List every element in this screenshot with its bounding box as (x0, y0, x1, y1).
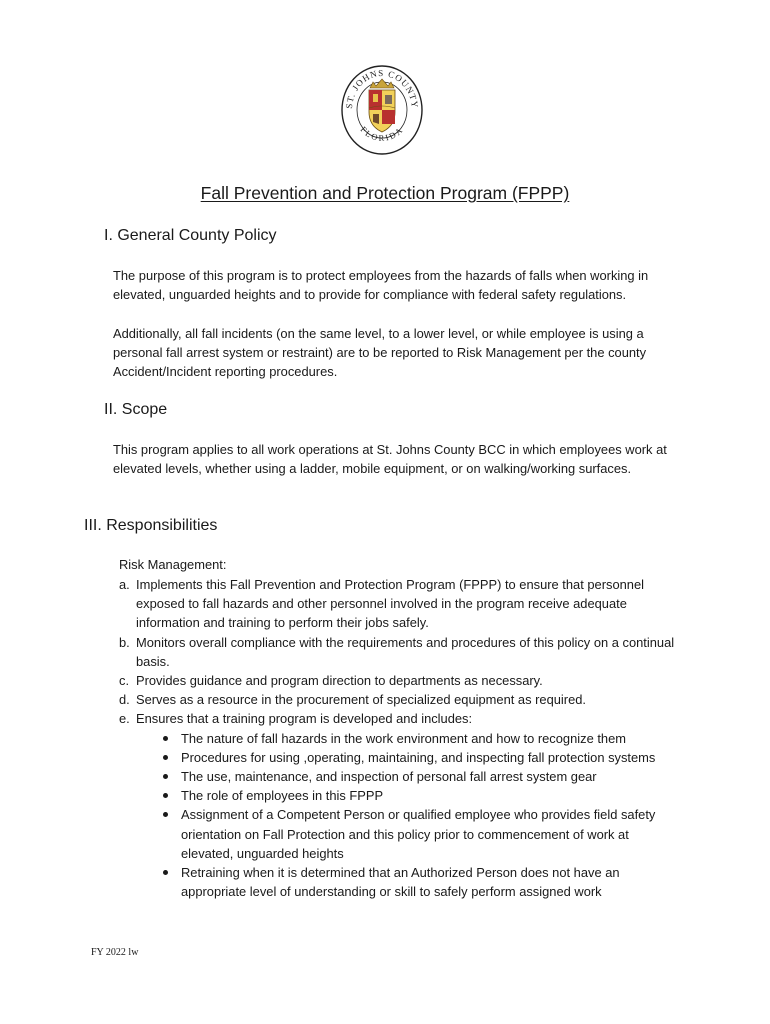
document-title: Fall Prevention and Protection Program (FPPP) (200, 183, 570, 203)
svg-text:ST. JOHNS COUNTY: ST. JOHNS COUNTY (343, 67, 421, 110)
bullet-item: Retraining when it is determined that an Authorized Person does not have an appropriate level of understanding or skill to safely perform assigned work (153, 863, 679, 901)
list-item-text: Monitors overall compliance with the requirements and procedures of this policy on a continual basis. (136, 634, 675, 669)
list-item-text: Serves as a resource in the procurement of specialized equipment as required. (136, 692, 586, 708)
bullet-item: Procedures for using ,operating, maintaining, and inspecting fall protection systems (153, 748, 679, 767)
list-item (119, 690, 679, 709)
bullet-item: The role of employees in this FPPP (153, 786, 679, 805)
svg-text:FLORIDA: FLORIDA (358, 124, 406, 143)
bullet-item: The use, maintenance, and inspection of personal fall arrest system gear (153, 767, 679, 786)
list-marker: b. (119, 634, 130, 650)
scope-paragraph: This program applies to all work operations at St. Johns County BCC in which employees work at elevated levels, whether using a ladder, mobile equipment, or on walking/working surfaces. (113, 442, 667, 477)
list-marker: d. (119, 692, 130, 708)
general-policy-paragraph-2: Additionally, all fall incidents (on the same level, to a lower level, or while employee is using a personal fall arrest system or restraint) are to be reported to Risk Management per the county Accident/Incident reporting procedures. (113, 326, 647, 380)
list-item (119, 633, 679, 671)
footer-note: FY 2022 lw (91, 947, 139, 958)
risk-management-subheading: Risk Management: (119, 557, 227, 572)
county-seal-logo (340, 64, 424, 156)
section-heading-general-policy: I. General County Policy (104, 227, 277, 244)
responsibilities-list (119, 575, 679, 901)
list-marker: c. (119, 673, 130, 689)
list-item-text: Provides guidance and program direction to departments as necessary. (136, 673, 543, 689)
training-topics-list (153, 729, 679, 902)
list-item (119, 671, 679, 690)
bullet-item: Assignment of a Competent Person or qualified employee who provides field safety orientation on Fall Protection and this policy prior to commencement of work at elevated, unguarded heights (153, 805, 679, 863)
list-marker: e. (119, 711, 130, 727)
list-marker: a. (119, 577, 130, 592)
bullet-item: The nature of fall hazards in the work environment and how to recognize them (153, 729, 679, 748)
list-item (119, 709, 679, 901)
list-item-text: Implements this Fall Prevention and Protection Program (FPPP) to ensure that personnel exposed to fall hazards and other personnel involved in the program receive adequate information and training to perform their jobs safely. (136, 577, 644, 631)
section-heading-responsibilities: III. Responsibilities (84, 517, 218, 534)
general-policy-paragraph-1: The purpose of this program is to protect employees from the hazards of falls when working in elevated, unguarded heights and to provide for compliance with federal safety regulations. (113, 268, 649, 303)
list-item-text: Ensures that a training program is developed and includes: (136, 711, 473, 727)
section-heading-scope: II. Scope (104, 401, 168, 418)
list-item (119, 575, 679, 633)
